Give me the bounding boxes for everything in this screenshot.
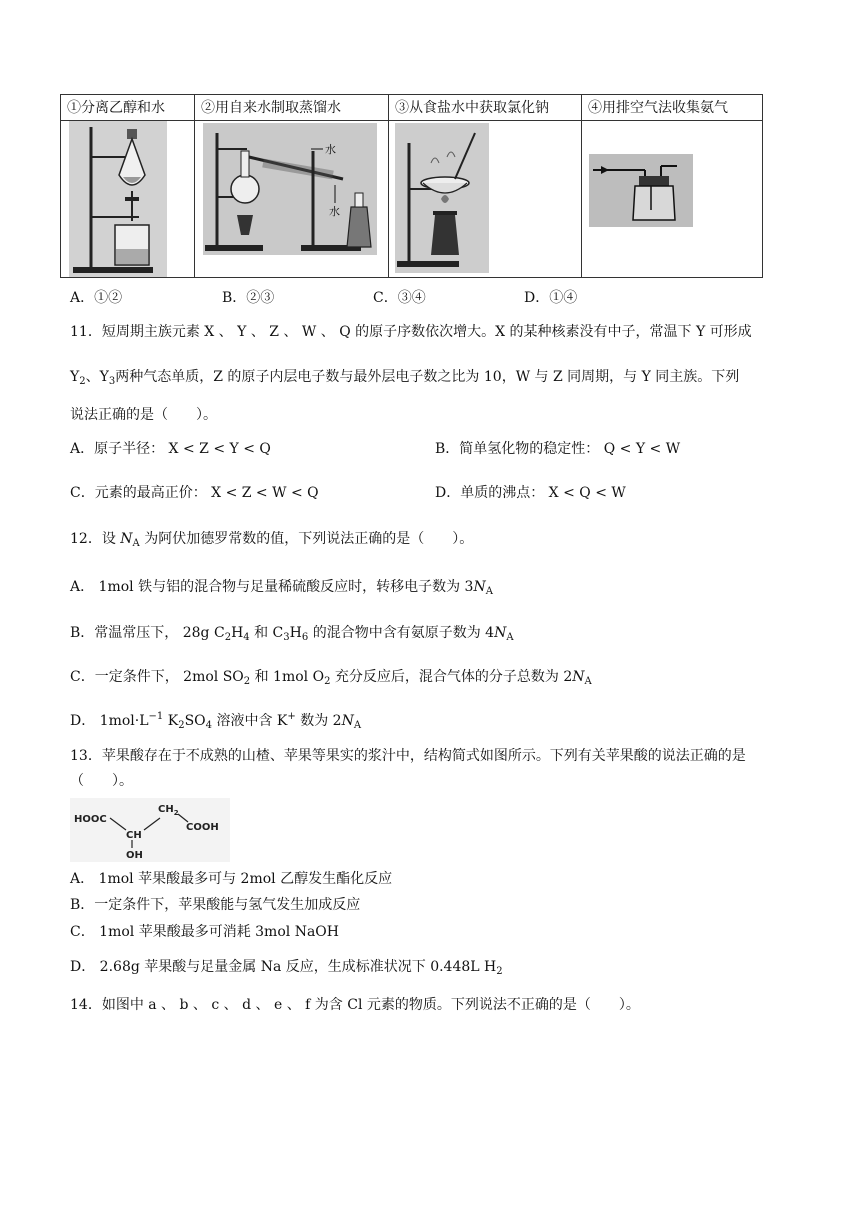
table-cell-apparatus-3 [389, 121, 582, 278]
q12-option-b[interactable]: B．常温常压下， 28g $C_2H_4$ 和 $C_3H_6$ 的混合物中含有氨原子数为 $4N_A$ [70, 625, 514, 643]
q11-option-a[interactable]: A．原子半径： X < Z < Y < Q [70, 441, 271, 457]
q11-option-c[interactable]: C．元素的最高正价： X < Z < W < Q [70, 485, 319, 501]
struct-ch: CH [126, 830, 142, 841]
table-cell-apparatus-4 [582, 121, 763, 278]
gas-collection-image [589, 154, 693, 227]
malic-acid-structure [70, 798, 230, 862]
evaporation-image [395, 123, 489, 273]
q12-option-d[interactable]: D． $1mol\cdot L^{-1}$ $K_2SO_4$ 溶液中含 K+ 数为 $2N_A$ [70, 711, 362, 731]
distillation-image [203, 123, 377, 255]
struct-ch2: $CH_2$ [158, 804, 179, 817]
water-in-label: 水 [329, 205, 340, 218]
q11-stem-line3: 说法正确的是（ ）。 [70, 407, 217, 423]
q11-stem-line2: $Y_2$、$Y_3$两种气态单质，Z 的原子内层电子数与最外层电子数之比为 10，W 与 Z 同周期，与 Y 同主族。下列 [70, 369, 740, 387]
separatory-funnel-image [69, 121, 167, 277]
struct-cooh: COOH [186, 822, 219, 833]
q10-option-b[interactable]: B．②③ [222, 290, 275, 306]
table-header-1: ①分离乙醇和水 [61, 95, 195, 121]
water-out-label: 水 [325, 143, 336, 156]
experiment-table [60, 94, 763, 278]
q12-stem: 12．设 $N_A$ 为阿伏加德罗常数的值，下列说法正确的是（ ）。 [70, 531, 474, 549]
struct-hooc: HOOC [74, 814, 107, 825]
q13-stem-line2: （ ）。 [70, 773, 133, 789]
q13-option-c[interactable]: C． 1mol 苹果酸最多可消耗 3mol NaOH [70, 924, 339, 940]
q10-option-a[interactable]: A．①② [70, 290, 123, 306]
table-header-4: ④用排空气法收集氨气 [582, 95, 763, 121]
q12-option-c[interactable]: C．一定条件下， 2mol $SO_2$ 和 1mol $O_2$ 充分反应后，混合气体的分子总数为 $2N_A$ [70, 669, 592, 687]
q11-stem-line1: 11．短周期主族元素 X 、 Y 、 Z 、 W 、 Q 的原子序数依次增大。X 的某种核素没有中子，常温下 Y 可形成 [70, 324, 752, 340]
table-cell-apparatus-1 [61, 121, 195, 278]
q14-stem: 14．如图中 a 、 b 、 c 、 d 、 e 、 f 为含 Cl 元素的物质。下列说法不正确的是（ ）。 [70, 997, 640, 1013]
q10-option-d[interactable]: D．①④ [524, 290, 578, 306]
q11-option-b[interactable]: B．简单氢化物的稳定性： Q < Y < W [435, 441, 681, 457]
q13-option-a[interactable]: A． 1mol 苹果酸最多可与 2mol 乙醇发生酯化反应 [70, 871, 393, 887]
q13-stem-line1: 13．苹果酸存在于不成熟的山楂、苹果等果实的浆汁中，结构简式如图所示。下列有关苹果酸的说法正确的是 [70, 748, 746, 764]
q13-option-b[interactable]: B．一定条件下，苹果酸能与氢气发生加成反应 [70, 897, 361, 913]
q10-option-c[interactable]: C．③④ [373, 290, 426, 306]
struct-oh: OH [126, 850, 143, 861]
q13-option-d[interactable]: D． 2.68g 苹果酸与足量金属 Na 反应，生成标准状况下 0.448L $H_2$ [70, 959, 503, 977]
table-header-2: ②用自来水制取蒸馏水 [195, 95, 389, 121]
table-cell-apparatus-2 [195, 121, 389, 278]
table-header-3: ③从食盐水中获取氯化钠 [389, 95, 582, 121]
q12-option-a[interactable]: A． 1mol 铁与铝的混合物与足量稀硫酸反应时，转移电子数为 $3N_A$ [70, 579, 493, 597]
q11-option-d[interactable]: D．单质的沸点： X < Q < W [435, 485, 626, 501]
